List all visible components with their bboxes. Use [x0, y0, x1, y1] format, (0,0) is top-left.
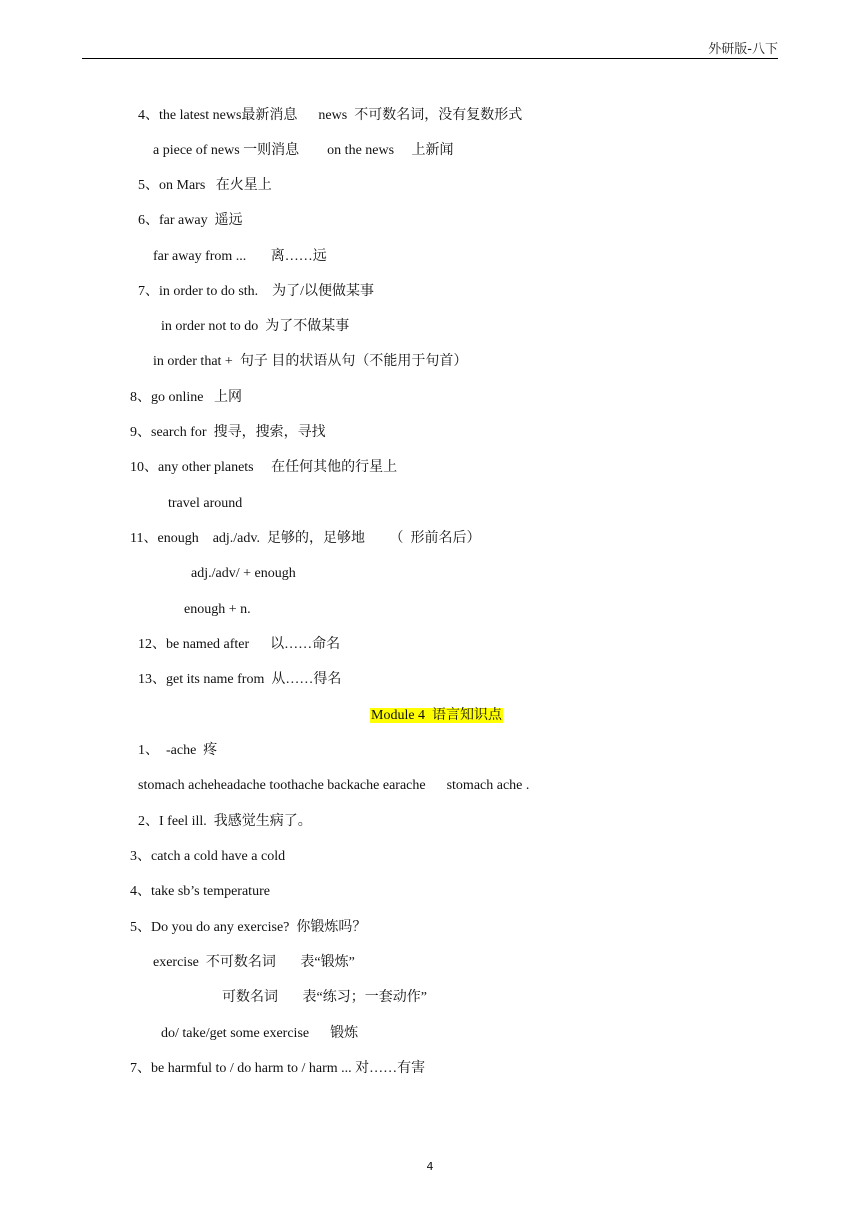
highlighted-heading: Module 4 语言知识点 — [371, 708, 503, 723]
text-line: 7、be harmful to / do harm to / harm ... 对……有害 — [130, 1061, 426, 1076]
text-line: do/ take/get some exercise 锻炼 — [161, 1026, 359, 1041]
text-line: in order not to do 为了不做某事 — [161, 319, 350, 334]
text-line: adj./adv/ + enough — [191, 566, 296, 581]
text-line: 6、far away 遥远 — [138, 213, 243, 228]
text-line: 4、take sb’s temperature — [130, 884, 270, 899]
text-line: enough + n. — [184, 602, 251, 617]
page-number: 4 — [426, 1160, 434, 1173]
text-line: 5、on Mars 在火星上 — [138, 178, 272, 193]
text-line: travel around — [168, 496, 243, 511]
text-line: exercise 不可数名词 表“锻炼” — [153, 955, 355, 970]
text-line: 12、be named after 以……命名 — [138, 637, 341, 652]
text-line: 5、Do you do any exercise? 你锻炼吗？ — [130, 920, 367, 935]
text-line: 10、any other planets 在任何其他的行星上 — [130, 460, 398, 475]
section-heading — [370, 707, 503, 725]
text-line: far away from ... 离……远 — [153, 249, 327, 264]
text-line: stomach acheheadache toothache backache earache stomach ache . — [138, 778, 530, 793]
text-line: 3、catch a cold have a cold — [130, 849, 286, 864]
text-line: 7、in order to do sth. 为了/以便做某事 — [138, 284, 375, 299]
text-line: 11、enough adj./adv. 足够的，足够地 （ 形前名后） — [130, 531, 481, 546]
text-line: 1、 -ache 疼 — [138, 743, 218, 758]
text-line: 9、search for 搜寻，搜索，寻找 — [130, 425, 326, 440]
header-text: 外研版-八下 — [708, 42, 778, 57]
header-rule — [82, 58, 778, 59]
text-line: 4、the latest news最新消息 news 不可数名词，没有复数形式 — [138, 108, 523, 123]
text-line: 13、get its name from 从……得名 — [138, 672, 342, 687]
text-line: 8、go online 上网 — [130, 390, 242, 405]
text-line: a piece of news 一则消息 on the news 上新闻 — [153, 143, 454, 158]
text-line: in order that + 句子 目的状语从句（不能用于句首） — [153, 354, 468, 369]
text-line: 可数名词 表“练习；一套动作” — [222, 990, 427, 1005]
text-line: 2、I feel ill. 我感觉生病了。 — [138, 814, 312, 829]
